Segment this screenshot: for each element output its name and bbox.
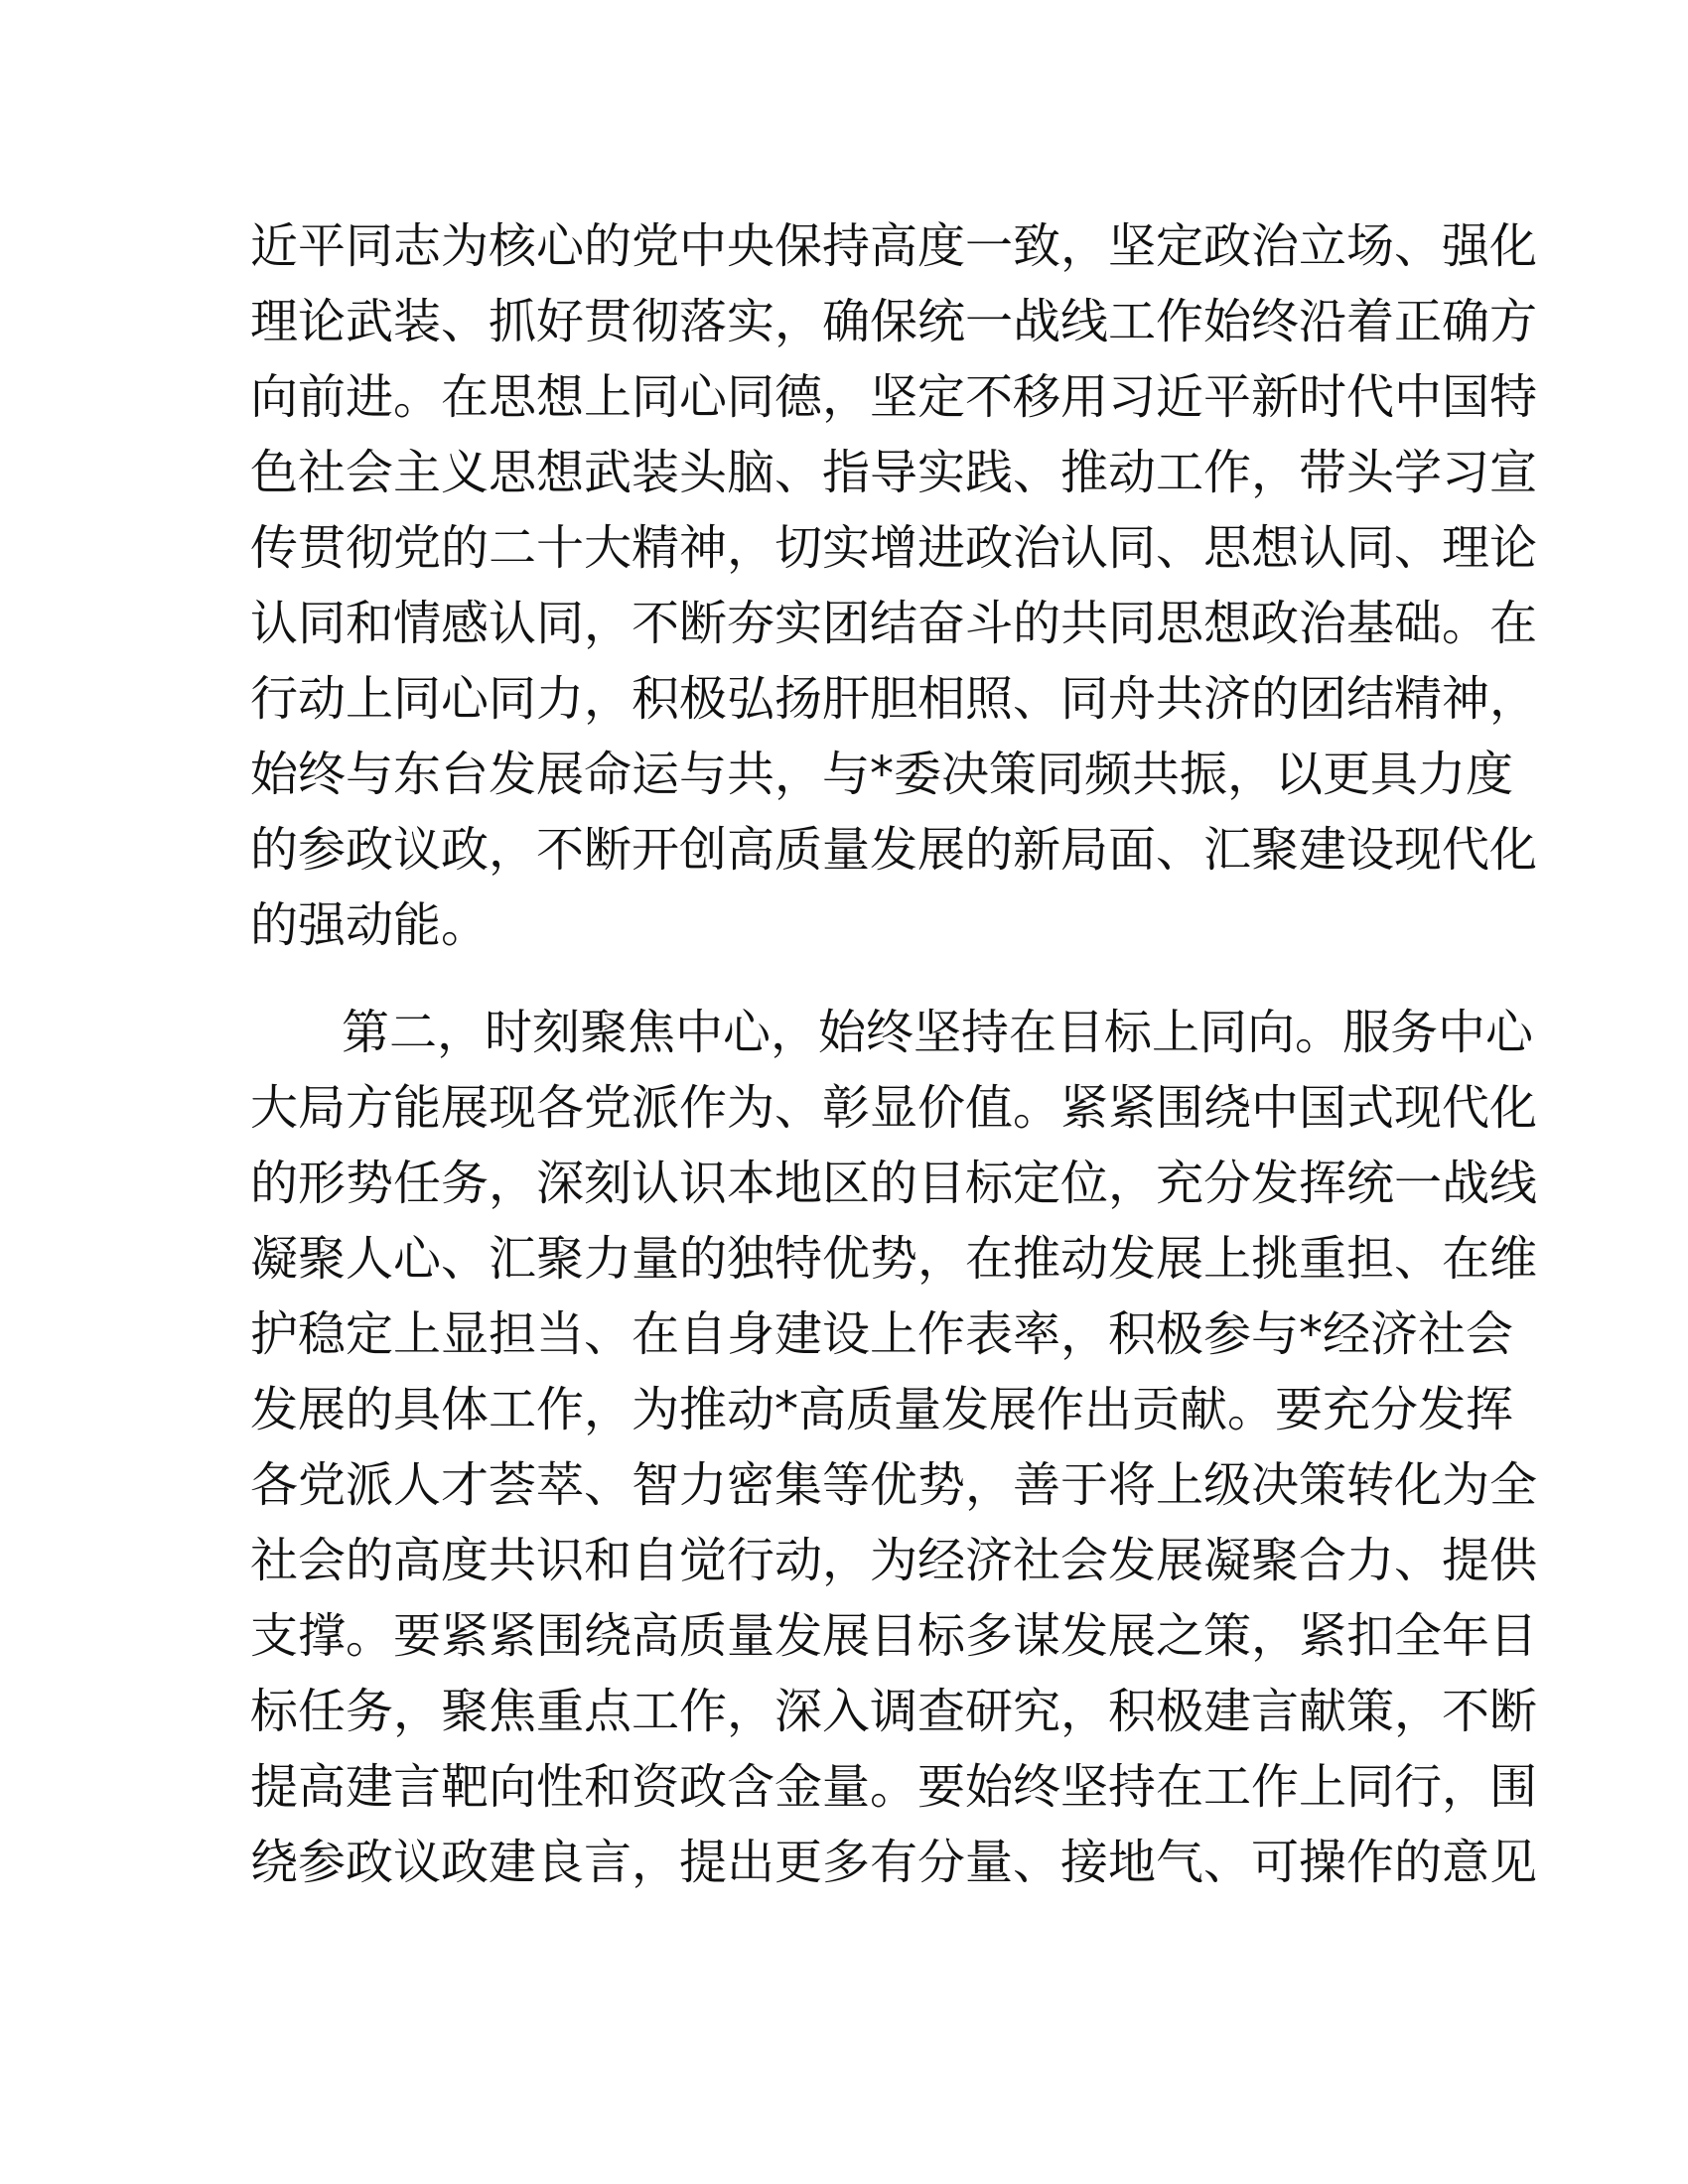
paragraph-2	[250, 995, 1538, 1900]
paragraph-line: 的形势任务，深刻认识本地区的目标定位，充分发挥统一战线	[250, 1156, 1538, 1211]
paragraph-1	[250, 208, 1538, 963]
paragraph-line: 传贯彻党的二十大精神，切实增进政治认同、思想认同、理论	[250, 520, 1538, 576]
paragraph-line: 提高建言靶向性和资政含金量。要始终坚持在工作上同行，围	[250, 1759, 1538, 1815]
paragraph-line: 色社会主义思想武装头脑、指导实践、推动工作，带头学习宣	[250, 445, 1538, 500]
paragraph-line: 的强动能。	[250, 897, 490, 953]
paragraph-line: 向前进。在思想上同心同德，坚定不移用习近平新时代中国特	[250, 369, 1538, 425]
paragraph-line: 始终与东台发展命运与共，与*委决策同频共振，以更具力度	[250, 747, 1514, 802]
paragraph-line: 凝聚人心、汇聚力量的独特优势，在推动发展上挑重担、在维	[250, 1231, 1538, 1287]
paragraph-line: 大局方能展现各党派作为、彰显价值。紧紧围绕中国式现代化	[250, 1080, 1538, 1136]
paragraph-line: 护稳定上显担当、在自身建设上作表率，积极参与*经济社会	[250, 1306, 1514, 1362]
paragraph-line: 绕参政议政建良言，提出更多有分量、接地气、可操作的意见	[250, 1835, 1538, 1890]
paragraph-line: 的参政议政，不断开创高质量发展的新局面、汇聚建设现代化	[250, 822, 1538, 878]
paragraph-line: 理论武装、抓好贯彻落实，确保统一战线工作始终沿着正确方	[250, 294, 1538, 349]
paragraph-line: 社会的高度共识和自觉行动，为经济社会发展凝聚合力、提供	[250, 1533, 1538, 1588]
paragraph-line: 发展的具体工作，为推动*高质量发展作出贡献。要充分发挥	[250, 1382, 1514, 1437]
paragraph-line: 各党派人才荟萃、智力密集等优势，善于将上级决策转化为全	[250, 1457, 1538, 1513]
paragraph-line: 近平同志为核心的党中央保持高度一致，坚定政治立场、强化	[250, 218, 1538, 274]
paragraph-line: 支撑。要紧紧围绕高质量发展目标多谋发展之策，紧扣全年目	[250, 1608, 1538, 1664]
paragraph-line: 行动上同心同力，积极弘扬肝胆相照、同舟共济的团结精神，	[250, 671, 1538, 727]
paragraph-line: 第二，时刻聚焦中心，始终坚持在目标上同向。服务中心	[342, 1005, 1534, 1060]
paragraph-line: 标任务，聚焦重点工作，深入调查研究，积极建言献策，不断	[250, 1684, 1538, 1739]
paragraph-line: 认同和情感认同，不断夯实团结奋斗的共同思想政治基础。在	[250, 596, 1538, 651]
